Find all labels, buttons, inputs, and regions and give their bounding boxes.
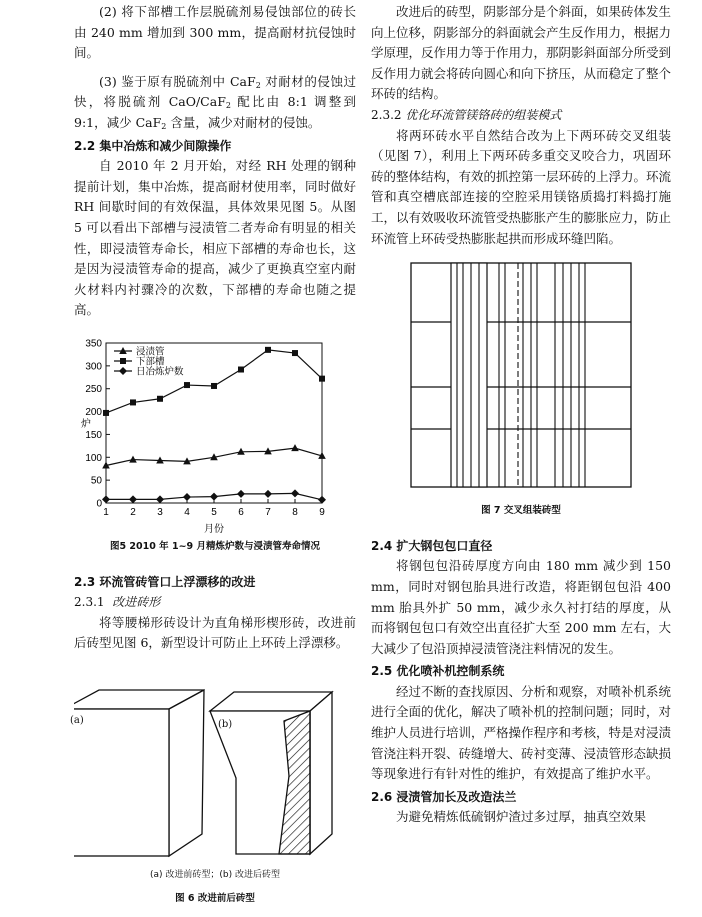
label-a: (a)	[70, 714, 84, 726]
x-tick-label: 9	[319, 506, 325, 518]
cross-assembly-drawing	[371, 257, 671, 497]
data-point-2-2	[129, 495, 137, 503]
data-point-2-5	[210, 493, 218, 501]
paragraph-2: (2) 将下部槽工作层脱硫剂易侵蚀部位的砖长由 240 mm 增加到 300 mm，提高耐材抗侵蚀时间。	[74, 4, 356, 61]
paragraph-2-5: 经过不断的查找原因、分析和观察，对喷补机系统进行全面的优化，解决了喷补机的控制问题；同时，对维护人员进行培训，严格操作程序和考核，特是对浸渍管浇注料开裂、砖缝增大、砖衬变薄、浸渍管形态缺损等现象进行有针对性的维护，有效提高了维护水平。	[371, 683, 672, 782]
figure-6-caption: 图 6 改进前后砖型	[175, 893, 255, 905]
y-tick-label: 100	[85, 452, 102, 464]
section-heading-2-3-2: 2.3.2 优化环流管镁铬砖的组装模式	[371, 107, 562, 122]
data-point-2-7	[264, 490, 272, 498]
x-axis-label: 月份	[204, 523, 224, 535]
y-tick-label: 200	[85, 406, 102, 418]
legend-label-1: 下部槽	[136, 356, 165, 368]
section-heading-2-6: 2.6 浸渍管加长及改造法兰	[371, 789, 517, 804]
legend-marker-2	[119, 367, 127, 375]
figure-6	[70, 686, 356, 861]
x-tick-label: 2	[130, 506, 136, 518]
figure-5	[74, 335, 356, 535]
legend-label-0: 浸渍管	[136, 346, 165, 358]
data-point-1-9	[319, 376, 325, 382]
y-tick-label: 0	[96, 498, 102, 510]
paragraph-2-3-2: 将两环砖水平自然结合改为上下两环砖交叉组装（见图 7），利用上下两环砖多重交叉咬合力，巩固环砖的整体结构，有效的抓控第一层环砖的上浮力。环流管和真空槽底部连接的空腔采用镁铬质捣打料捣打施工，以有效吸收环流管受热膨胀产生的膨胀应力，防止环流管上环砖受热膨胀起拱而形成环缝凹陷。	[371, 127, 672, 246]
left-column	[70, 0, 356, 910]
data-point-1-2	[130, 399, 136, 405]
y-tick-label: 50	[90, 475, 102, 487]
label-b: (b)	[218, 718, 233, 730]
section-heading-2-5: 2.5 优化喷补机控制系统	[371, 664, 505, 679]
data-point-2-1	[102, 495, 110, 503]
legend-marker-1	[120, 358, 126, 364]
section-heading-2-2: 2.2 集中冶炼和减少间隙操作	[74, 138, 232, 153]
data-point-1-8	[292, 350, 298, 356]
brick-shapes-drawing	[74, 686, 356, 861]
figure-7-caption: 图 7 交叉组装砖型	[481, 505, 561, 517]
data-point-1-1	[103, 410, 109, 416]
legend-label-2: 日冶炼炉数	[136, 366, 184, 378]
data-point-1-4	[184, 382, 190, 388]
figure-7	[371, 257, 671, 497]
line-chart	[74, 335, 356, 535]
y-tick-label: 250	[85, 384, 102, 396]
data-point-0-8	[291, 444, 299, 451]
x-tick-label: 8	[292, 506, 298, 518]
section-heading-2-3-1: 2.3.1 改进砖形	[74, 595, 161, 610]
x-tick-label: 6	[238, 506, 244, 518]
paragraph-right-top: 改进后的砖型，阴影部分是个斜面，如果砖体发生向上位移，阴影部分的斜面就会产生反作用力，根据力学原理，反作用力等于作用力，那阴影斜面部分所受到反作用力就会将砖向圆心和向下挤压，从而稳定了整个环砖的结构。	[371, 4, 672, 102]
data-point-2-4	[183, 493, 191, 501]
data-point-1-6	[238, 366, 244, 372]
y-tick-label: 150	[85, 429, 102, 441]
section-heading-2-4: 2.4 扩大钢包包口直径	[371, 538, 493, 553]
y-axis-label: 炉	[81, 418, 91, 430]
section-heading-2-3: 2.3 环流管砖管口上浮漂移的改进	[74, 574, 256, 589]
figure-5-caption: 图5 2010 年 1~9 月精炼炉数与浸渍管寿命情况	[110, 540, 320, 552]
x-tick-label: 7	[265, 506, 271, 518]
data-point-1-5	[211, 383, 217, 389]
paragraph-2-4: 将钢包包沿砖厚度方向由 180 mm 减少到 150 mm，同时对钢包胎具进行改造，将距钢包包沿 400 mm 胎具外扩 50 mm，减少永久衬打结的厚度，从而将钢包包口有效空出直径扩大至 200 mm 左右，大大减少了包沿顶掉浸渍管浇注料情况的发生。	[371, 558, 671, 656]
paragraph-2-2: 自 2010 年 2 月开始，对经 RH 处理的钢种提前计划，集中冶炼，提高耐材使用率，同时做好 RH 间歇时间的有效保温，具体效果见图 5。从图 5 可以看出下部槽与浸渍管二者寿命有明显的相关性，即浸渍管寿命长，相应下部槽的寿命也长，这是因为浸渍管寿命的提高，减少了更换真空室内耐火材料内衬骤冷的次数，下部槽的寿命也随之提高。	[74, 158, 356, 318]
x-tick-label: 5	[211, 506, 217, 518]
data-point-2-3	[156, 495, 164, 503]
paragraph-3: (3) 鉴于原有脱硫剂中 CaF$_2$ 对耐材的侵蚀过快，将脱硫剂 CaO/CaF$_2$ 配比由 8:1 调整到 9:1，减少 CaF$_2$ 含量，减少对耐材的侵蚀。	[74, 73, 356, 131]
x-tick-label: 4	[184, 506, 190, 518]
paragraph-2-3-1: 将等腰梯形砖设计为直角梯形楔形砖，改进前后砖型见图 6，新型设计可防止上环砖上浮漂移。	[74, 614, 356, 651]
x-tick-label: 1	[103, 506, 109, 518]
data-point-2-8	[291, 489, 299, 497]
right-column	[371, 0, 671, 828]
y-tick-label: 300	[85, 361, 102, 373]
paragraph-2-6: 为避免精炼低硫钢炉渣过多过厚，抽真空效果	[396, 809, 647, 825]
data-point-1-3	[157, 396, 163, 402]
figure-6-subcaption: (a) 改进前砖型；(b) 改进后砖型	[150, 869, 280, 880]
y-tick-label: 350	[85, 338, 102, 350]
data-point-2-6	[237, 490, 245, 498]
brick-a	[74, 690, 204, 856]
x-tick-label: 3	[157, 506, 163, 518]
data-point-1-7	[265, 347, 271, 353]
